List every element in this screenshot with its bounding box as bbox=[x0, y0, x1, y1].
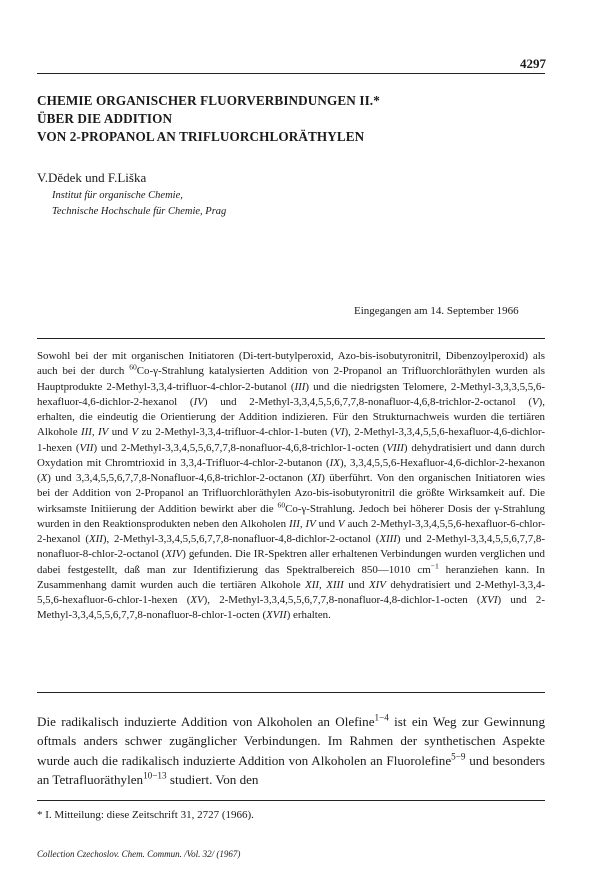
article-title-line-2: ÜBER DIE ADDITION bbox=[37, 111, 173, 126]
footnote-rule bbox=[37, 800, 545, 801]
journal-footer: Collection Czechoslov. Chem. Commun. /Vol. 32/ (1967) bbox=[37, 849, 241, 859]
footnote: * I. Mitteilung: diese Zeitschrift 31, 2727 (1966). bbox=[37, 809, 254, 821]
page-number: 4297 bbox=[520, 56, 546, 71]
institution-line-2: Technische Hochschule für Chemie, Prag bbox=[52, 206, 227, 217]
abstract: Sowohl bei der mit organischen Initiatoren (Di-tert-butylperoxid, Azo-bis-isobutyronitril, Dibenzoylperoxid) als auch bei der durch $^{60}$Co-γ-Strahlung katalysierten Addition von 2-Propanol an Trifluorchloräthylen wurden als Hauptprodukte 2-Methyl-3,3,4-trifluor-4-chlor-2-butanol (III) und die niedrigsten Telomere, 2-Methyl-3,3,3,5,5,6-hexafluor-4,6-dichlor-2-hexanol (IV) und 2-Methyl-3,3,4,5,5,6,7,7,8-nonafluor-4,6,8-trichlor-2-octanol (V), erhalten, die eindeutig die Orientierung der Addition indizieren. Für den Strukturnachweis wurden die tertiären Alkohole III, IV und V zu 2-Methyl-3,3,4-trifluor-4-chlor-1-buten (VI), 2-Methyl-3,3,4,5,5,6-hexafluor-4,6-dichlor-1-hexen (VII) und 2-Methyl-3,3,4,5,5,6,7,7,8-nonafluor-4,6,8-trichlor-1-octen (VIII) dehydratisiert und dann durch Oxydation mit Chromtrioxid in 3,3,4-Trifluor-4-chlor-2-butanon (IX), 3,3,4,5,5,6-Hexafluor-4,6-dichlor-2-hexanon (X) und 3,3,4,5,5,6,7,7,8-Nonafluor-4,6,8-trichlor-2-octanon (XI) überführt. Von den organischen Initiatoren wies bei der Addition von 2-Propanol an Trifluorchloräthylen Azo-bis-isobutyronitril die größte Wirksamkeit auf. Die wirksamste Initiierung der Addition bewirkt aber die $^{60}$Co-γ-Strahlung. Jedoch bei höherer Dosis der γ-Strahlung wurden in den Reaktionsprodukten neben den Alkoholen III, IV und V auch 2-Methyl-3,3,4,5,5,6-hexafluor-6-chlor-2-hexanol (XII), 2-Methyl-3,3,4,5,5,6,7,7,8-nonafluor-4,8-dichlor-2-octanol (XIII) und 2-Methyl-3,3,4,5,5,6,7,7,8-nonafluor-8-chlor-2-octanol (XIV) gefunden. Die IR-Spektren aller erhaltenen Verbindungen wurden verglichen und dabei festgestellt, daß man zur Identifizierung das Spektralbereich 850—1010 $cm^{-1}$ heranziehen kann. In Zusammenhang damit wurden auch die tertiären Alkohole XII, XIII und XIV dehydratisiert und 2-Methyl-3,3,4-5,5,6-hexafluor-6-chlor-1-hexen (XV), 2-Methyl-3,3,4,5,5,6,7,7,8-nonafluor-4,8-dichlor-1-octen (XVI) und 2-Methyl-3,3,4,5,5,6,7,7,8-nonafluor-8-chlor-1-octen (XVII) erhalten. bbox=[37, 350, 546, 622]
article-title-line-3: VON 2-PROPANOL AN TRIFLUORCHLORÄTHYLEN bbox=[37, 129, 365, 144]
authors: V.Dědek und F.Liška bbox=[37, 170, 147, 185]
abstract-bottom-rule bbox=[37, 692, 545, 693]
abstract-top-rule bbox=[37, 338, 545, 339]
body-text: Die radikalisch induzierte Addition von Alkoholen an Olefine$^{1-4}$ ist ein Weg zur Gewinnung oftmals anders schwer zugänglicher Verbindungen. Im Rahmen der synthetischen Aspekte wurde auch die radikalisch induzierte Addition von Alkoholen an Fluorolefine$^{5-9}$ und besonders an Tetrafluoräthylen$^{10-13}$ studiert. Von den bbox=[37, 712, 546, 787]
header-rule bbox=[37, 73, 545, 74]
institution-line-1: Institut für organische Chemie, bbox=[52, 190, 183, 201]
article-title-line-1: CHEMIE ORGANISCHER FLUORVERBINDUNGEN II.* bbox=[37, 93, 380, 108]
received-date: Eingegangen am 14. September 1966 bbox=[354, 305, 519, 317]
